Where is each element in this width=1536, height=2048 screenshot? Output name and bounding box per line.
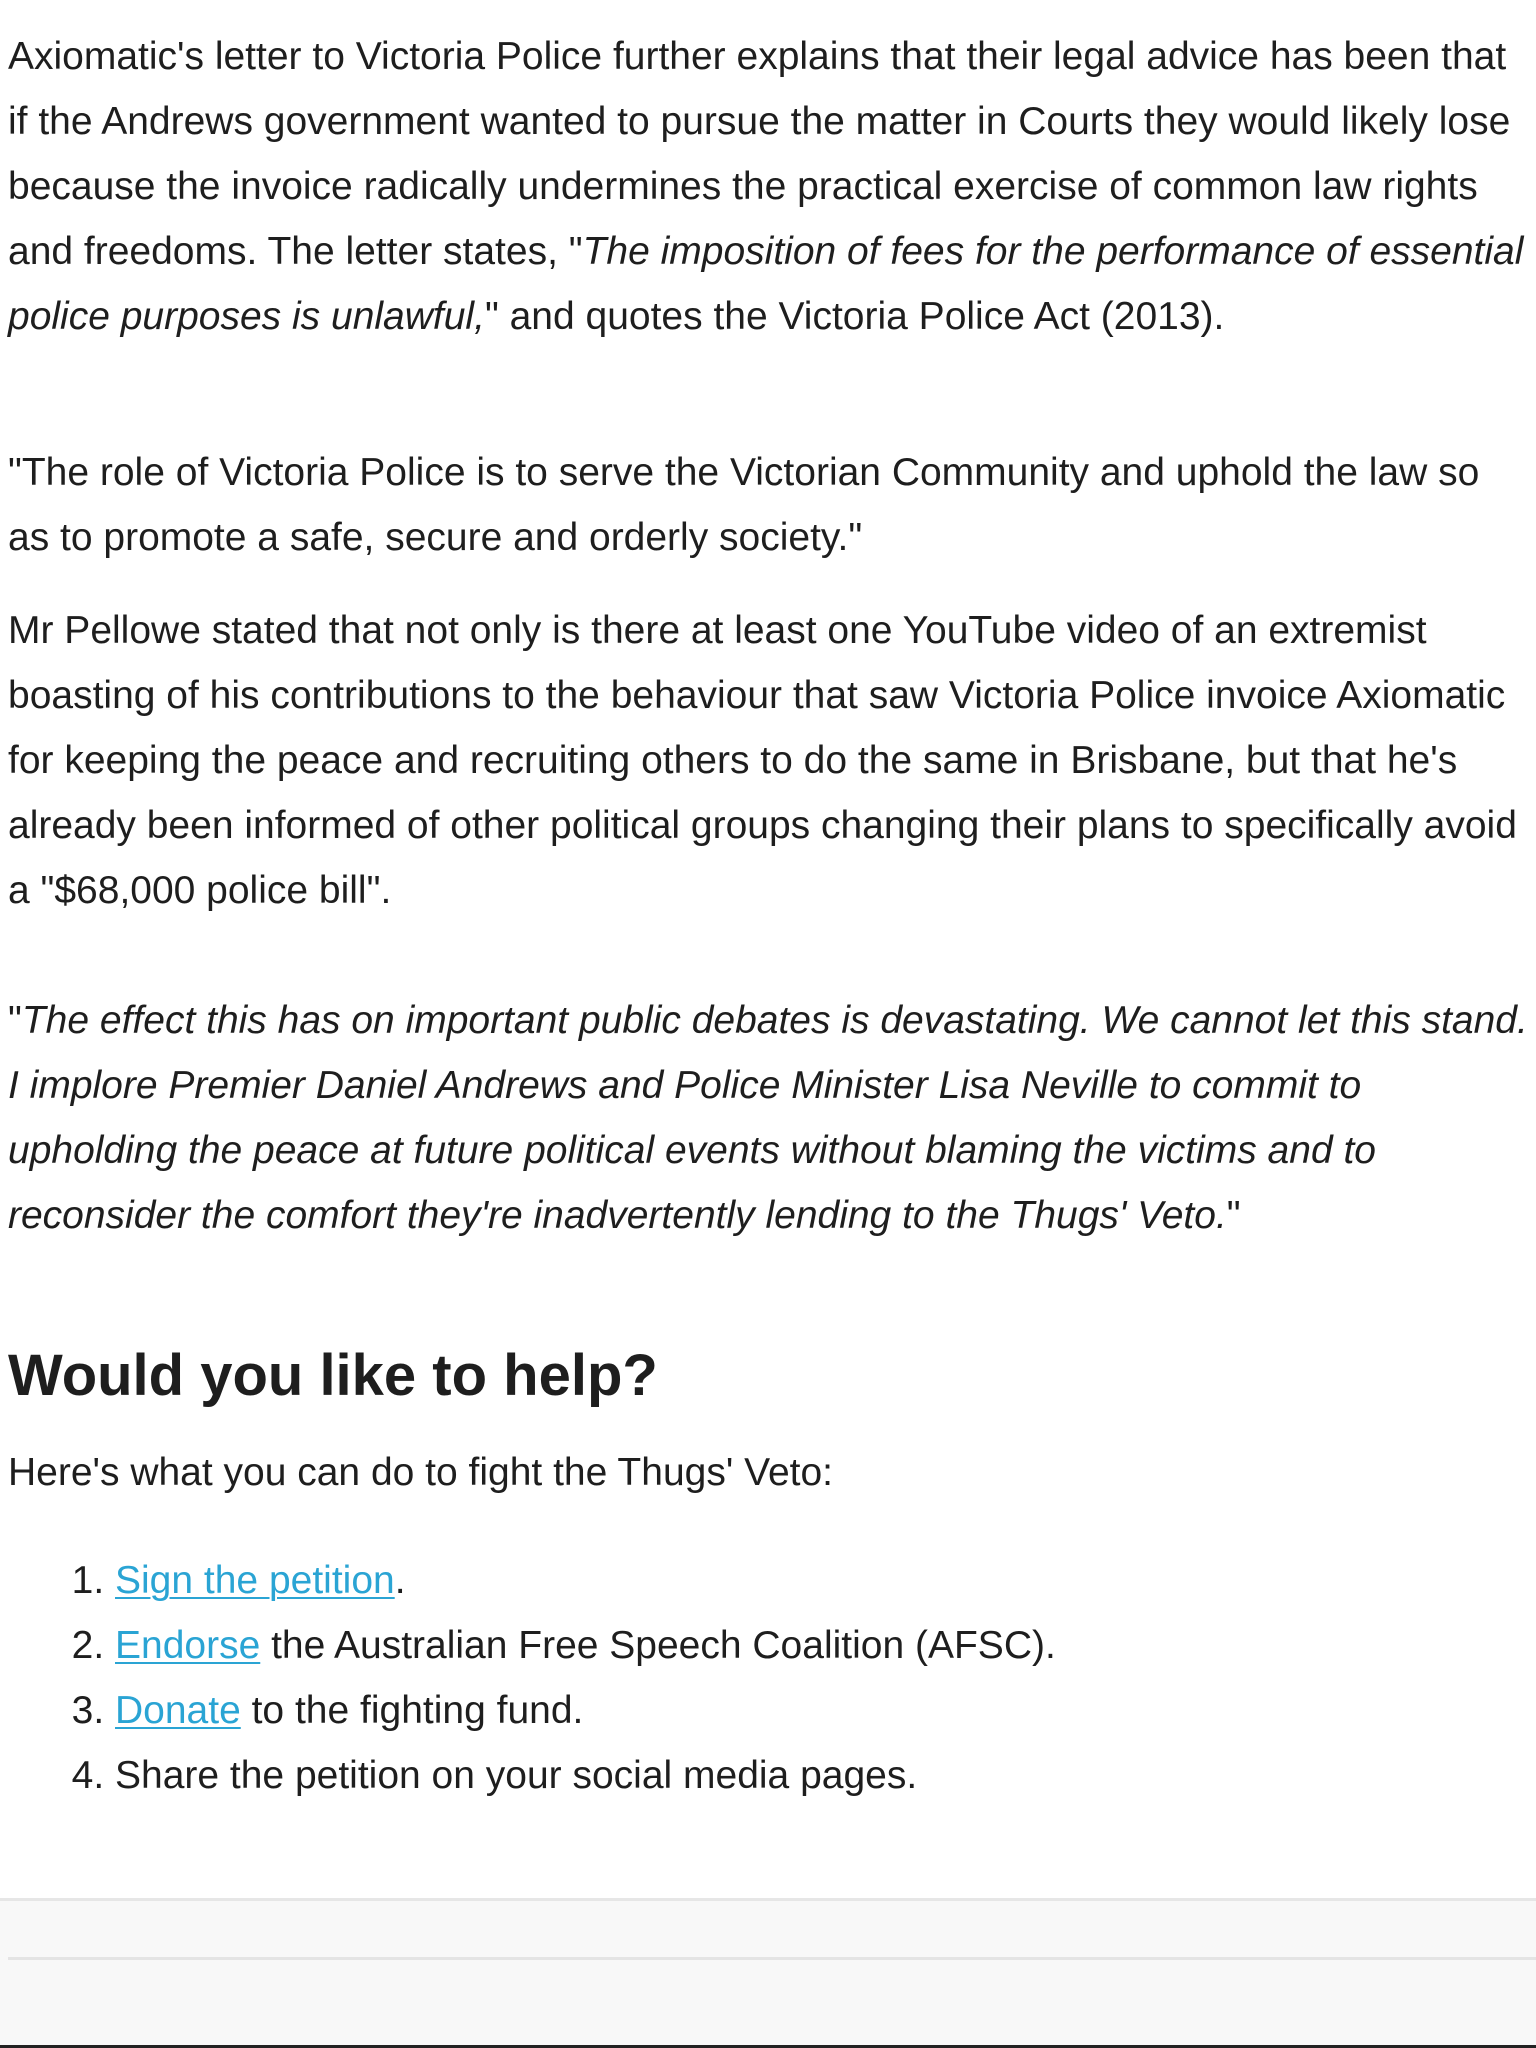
paragraph-text: " and quotes the Victoria Police Act (2013).	[484, 295, 1225, 338]
list-item	[115, 1613, 1056, 1678]
article-paragraph: "The role of Victoria Police is to serve the Victorian Community and uphold the law so as to promote a safe, secure and orderly society."	[8, 451, 1480, 559]
quoted-text: The imposition of fees for the performance of essential police purposes is unlawful,	[8, 230, 1524, 338]
footer-divider	[8, 1957, 1536, 1960]
list-item	[115, 1678, 1056, 1743]
endorse-link[interactable]: Endorse	[115, 1624, 261, 1667]
article-paragraph	[8, 24, 1528, 349]
pull-quote-paragraph	[8, 988, 1533, 1248]
help-intro: Here's what you can do to fight the Thugs' Veto:	[8, 1451, 834, 1494]
list-item-text: Share the petition on your social media pages.	[115, 1754, 918, 1797]
list-item-text: .	[394, 1559, 406, 1602]
quote-mark: "	[8, 999, 22, 1042]
quoted-text: The effect this has on important public debates is devastating. We cannot let this stand. I implore Premier Daniel Andrews and Police Minister Lisa Neville to commit to upholding the peace at future political events without blaming the victims and to reconsider the comfort they're inadvertently lending to the Thugs' Veto.	[8, 999, 1528, 1237]
list-item	[115, 1743, 1056, 1808]
sign-petition-link[interactable]: Sign the petition	[115, 1559, 395, 1602]
help-action-list	[8, 1548, 1056, 1808]
article-paragraph: Mr Pellowe stated that not only is there at least one YouTube video of an extremist boasting of his contributions to the behaviour that saw Victoria Police invoice Axiomatic for keeping the peace and recruiting others to do the same in Brisbane, but that he's already been informed of other political groups changing their plans to specifically avoid a "$68,000 police bill".	[8, 609, 1517, 912]
help-heading: Would you like to help?	[8, 1343, 658, 1408]
paragraph-text: Axiomatic's letter to Victoria Police further explains that their legal advice has been that if the Andrews government wanted to pursue the matter in Courts they would likely lose because the invoice radically undermines the practical exercise of common law rights and freedoms. The letter states, "	[8, 35, 1511, 273]
list-item	[115, 1548, 1056, 1613]
donate-link[interactable]: Donate	[115, 1689, 241, 1732]
quote-mark: "	[1226, 1194, 1241, 1237]
list-item-text: to the fighting fund.	[240, 1689, 584, 1732]
list-item-text: the Australian Free Speech Coalition (AFSC).	[260, 1624, 1056, 1667]
page-footer	[0, 1898, 1536, 2048]
